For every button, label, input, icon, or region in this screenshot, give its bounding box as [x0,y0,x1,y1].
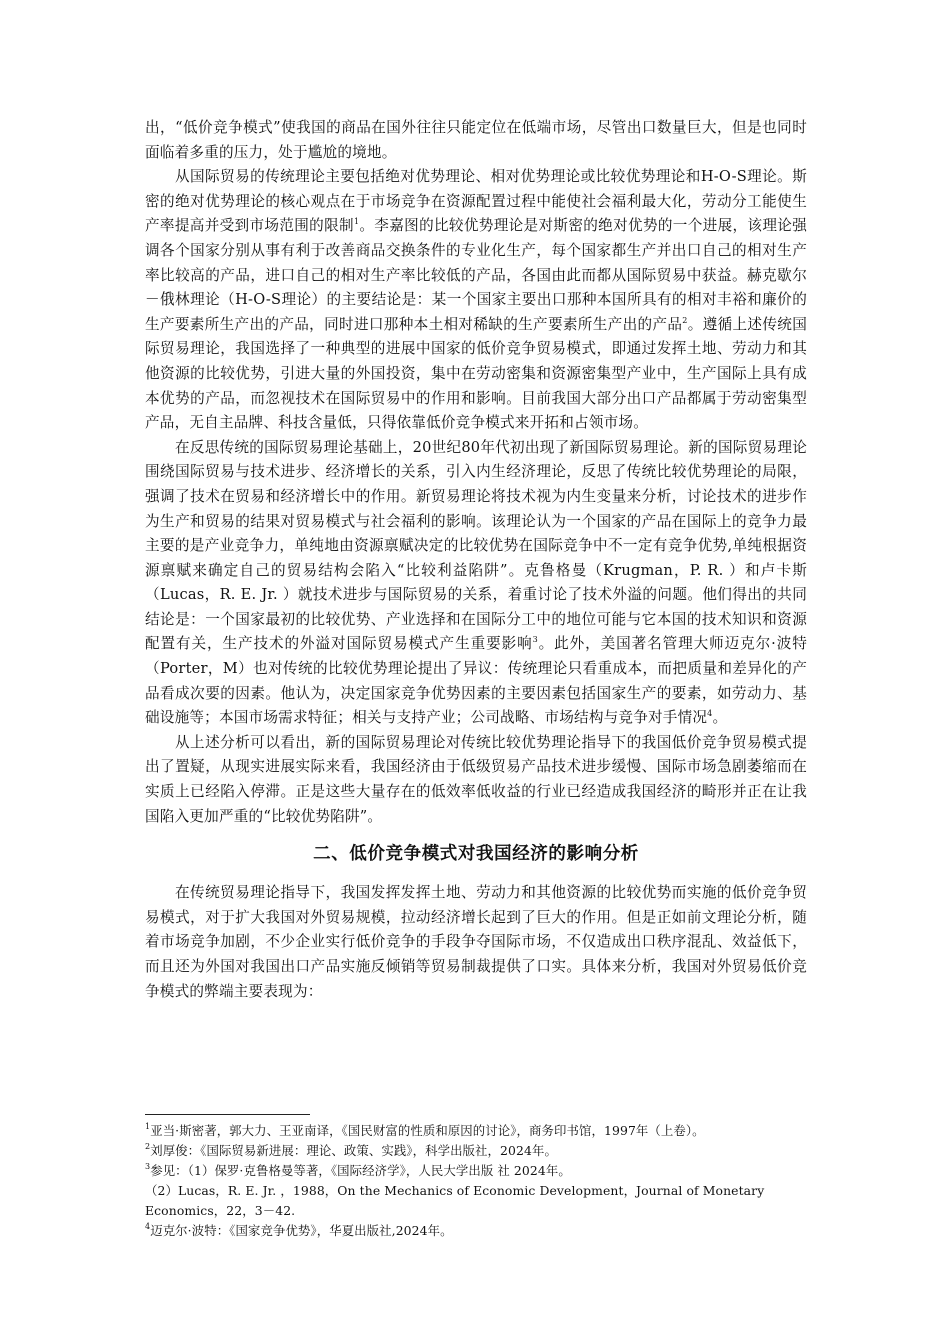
paragraph-continuation: 出，“低价竞争模式”使我国的商品在国外往往只能定位在低端市场，尽管出口数量巨大，但是也同时面临着多重的压力，处于尴尬的境地。 [145,119,807,161]
paragraph-traditional-theory: 从国际贸易的传统理论主要包括绝对优势理论、相对优势理论或比较优势理论和H-O-S理论。斯密的绝对优势理论的核心观点在于市场竞争在资源配置过程中能使社会福利最大化，劳动分工能使生产率提高并受到市场范围的限制$^1$。李嘉图的比较优势理论是对斯密的绝对优势的一个进展，该理论强调各个国家分别从事有利于改善商品交换条件的专业化生产，每个国家都生产并出口自己的相对生产率比较高的产品，进口自己的相对生产率比较低的产品，各国由此而都从国际贸易中获益。赫克歇尔－俄林理论（H-O-S理论）的主要结论是：某一个国家主要出口那种本国所具有的相对丰裕和廉价的生产要素所生产出的产品，同时进口那种本土相对稀缺的生产要素所生产出的产品$^2$。遵循上述传统国际贸易理论，我国选择了一种典型的进展中国家的低价竞争贸易模式，即通过发挥土地、劳动力和其他资源的比较优势，引进大量的外国投资，集中在劳动密集和资源密集型产业中，生产国际上具有成本优势的产品，而忽视技术在国际贸易中的作用和影响。目前我国大部分出口产品都属于劳动密集型产品，无自主品牌、科技含量低，只得依靠低价竞争模式来开拓和占领市场。 [145,168,807,432]
footnote-separator [145,1114,310,1115]
footnote-ref-2: 2 [682,315,688,325]
footnote: $^1$亚当·斯密著，郭大力、王亚南译，《国民财富的性质和原因的讨论》，商务印书馆，1997年（上卷）。 [145,1122,705,1138]
section-heading: 二、低价竞争模式对我国经济的影响分析 [313,844,639,865]
body-text [145,116,807,1004]
footnote: （2）Lucas，R. E. Jr. ，1988，On the Mechanics of Economic Development，Journal of Monetary Economics，22，3－42. [145,1183,765,1218]
paragraph-section-intro: 在传统贸易理论指导下，我国发挥发挥土地、劳动力和其他资源的比较优势而实施的低价竞争贸易模式，对于扩大我国对外贸易规模，拉动经济增长起到了巨大的作用。但是正如前文理论分析，随着市场竞争加剧，不少企业实行低价竞争的手段争夺国际市场，不仅造成出口秩序混乱、效益低下，而且还为外国对我国出口产品实施反倾销等贸易制裁提供了口实。具体来分析，我国对外贸易低价竞争模式的弊端主要表现为： [145,884,807,1000]
footnotes [145,1121,817,1241]
footnote: $^4$迈克尔·波特：《国家竞争优势》，华夏出版社,2024年。 [145,1222,453,1238]
paragraph-analysis: 从上述分析可以看出，新的国际贸易理论对传统比较优势理论指导下的我国低价竞争贸易模式提出了置疑，从现实进展实际来看，我国经济由于低级贸易产品技术进步缓慢、国际市场急剧萎缩而在实质上已经陷入停滞。正是这些大量存在的低效率低收益的行业已经造成我国经济的畸形并正在让我国陷入更加严重的“比较优势陷阱”。 [145,733,807,825]
paragraph-new-trade-theory: 在反思传统的国际贸易理论基础上，20世纪80年代初出现了新国际贸易理论。新的国际贸易理论围绕国际贸易与技术进步、经济增长的关系，引入内生经济理论，反思了传统比较优势理论的局限，强调了技术在贸易和经济增长中的作用。新贸易理论将技术视为内生变量来分析，讨论技术的进步作为生产和贸易的结果对贸易模式与社会福利的影响。该理论认为一个国家的产品在国际上的竞争力最主要的是产业竞争力，单纯地由资源禀赋决定的比较优势在国际竞争中不一定有竞争优势,单纯根据资源禀赋来确定自己的贸易结构会陷入“比较利益陷阱”。克鲁格曼（Krugman，P. R. ）和卢卡斯（Lucas，R. E. Jr. ）就技术进步与国际贸易的关系，着重讨论了技术外溢的问题。他们得出的共同结论是：一个国家最初的比较优势、产业选择和在国际分工中的地位可能与它本国的技术知识和资源配置有关，生产技术的外溢对国际贸易模式产生重要影响$^3$。此外，美国著名管理大师迈克尔·波特（Porter，M）也对传统的比较优势理论提出了异议：传统理论只看重成本，而把质量和差异化的产品看成次要的因素。他认为，决定国家竞争优势因素的主要因素包括国家生产的要素，如劳动力、基础设施等；本国市场需求特征；相关与支持产业；公司战略、市场结构与竞争对手情况$^4$。 [145,438,807,727]
footnote: $^2$刘厚俊：《国际贸易新进展：理论、政策、实践》，科学出版社，2024年。 [145,1142,557,1158]
footnote-ref-3: 3 [532,635,538,645]
footnote-ref-1: 1 [353,217,360,227]
footnote-ref-4: 4 [707,709,713,719]
footnote: $^3$参见：（1）保罗·克鲁格曼等著，《国际经济学》，人民大学出版 社 2024年。 [145,1162,571,1178]
